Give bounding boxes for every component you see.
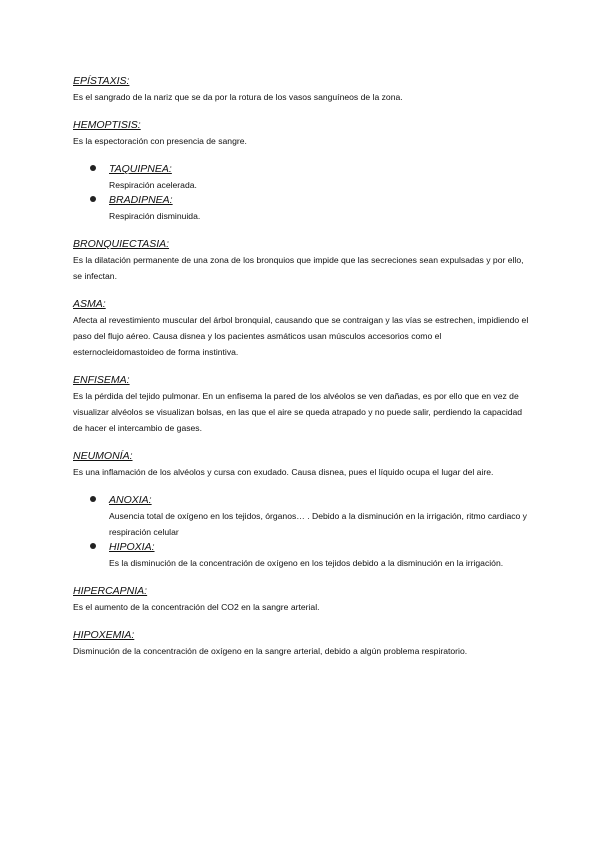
term-definition: Afecta al revestimiento muscular del árbol bronquial, causando que se contraigan y las vías se estrechen, impidiendo el paso del flujo aéreo. Causa disnea y los pacientes asmáticos usan músculos accesorios como el esternocleidomastoideo de forma instintiva. xyxy=(73,315,529,357)
bullet-item-bradipnea xyxy=(73,193,533,224)
term-heading: TAQUIPNEA: xyxy=(109,163,172,175)
entry-neumonia xyxy=(73,449,533,480)
entry-hipoxemia xyxy=(73,628,533,659)
bullet-icon xyxy=(90,496,96,502)
bullet-icon xyxy=(90,165,96,171)
term-definition: Es el aumento de la concentración del CO2 en la sangre arterial. xyxy=(73,602,320,612)
term-heading: HIPERCAPNIA: xyxy=(73,585,148,597)
bullet-item-hipoxia xyxy=(73,540,533,571)
bullet-icon xyxy=(90,196,96,202)
term-definition: Es la disminución de la concentración de oxígeno en los tejidos debido a la disminución en la irrigación. xyxy=(109,558,504,568)
term-definition: Respiración acelerada. xyxy=(109,180,197,190)
bullet-icon xyxy=(90,543,96,549)
bullet-item-anoxia xyxy=(73,493,533,540)
term-heading: HIPOXEMIA: xyxy=(73,629,135,641)
document-page xyxy=(73,74,533,672)
entry-enfisema xyxy=(73,373,533,436)
term-definition: Es el sangrado de la nariz que se da por la rotura de los vasos sanguíneos de la zona. xyxy=(73,92,403,102)
term-definition: Es la pérdida del tejido pulmonar. En un enfisema la pared de los alvéolos se ven dañadas, es por ello que en vez de visualizar alvéolos se visualizan bolsas, en las que el aire se queda atrapado y no puede salir, perdiendo la capacidad de hacer el intercambio de gases. xyxy=(73,391,523,433)
term-heading: HIPOXIA: xyxy=(109,541,155,553)
entry-hemoptisis xyxy=(73,118,533,149)
term-definition: Es una inflamación de los alvéolos y cursa con exudado. Causa disnea, pues el líquido ocupa el lugar del aire. xyxy=(73,467,494,477)
term-heading: ASMA: xyxy=(73,298,106,310)
term-heading: NEUMONÍA: xyxy=(73,450,133,462)
term-heading: BRADIPNEA: xyxy=(109,194,173,206)
term-heading: ENFISEMA: xyxy=(73,374,130,386)
term-definition: Respiración disminuida. xyxy=(109,211,201,221)
term-heading: EPÍSTAXIS: xyxy=(73,75,130,87)
term-definition: Es la dilatación permanente de una zona de los bronquios que impide que las secreciones sean expulsadas y por ello, se infectan. xyxy=(73,255,524,281)
term-heading: HEMOPTISIS: xyxy=(73,119,141,131)
term-heading: ANOXIA: xyxy=(109,494,152,506)
bullet-item-taquipnea xyxy=(73,162,533,193)
term-definition: Disminución de la concentración de oxígeno en la sangre arterial, debido a algún problema respiratorio. xyxy=(73,646,468,656)
bullet-list-respiration xyxy=(73,162,533,224)
term-heading: BRONQUIECTASIA: xyxy=(73,238,170,250)
term-definition: Ausencia total de oxígeno en los tejidos, órganos… . Debido a la disminución en la irrigación, ritmo cardiaco y respiración celular xyxy=(109,511,527,537)
entry-asma xyxy=(73,297,533,360)
entry-hipercapnia xyxy=(73,584,533,615)
bullet-list-oxygen xyxy=(73,493,533,571)
term-definition: Es la espectoración con presencia de sangre. xyxy=(73,136,247,146)
entry-epistaxis xyxy=(73,74,533,105)
entry-bronquiectasia xyxy=(73,237,533,284)
